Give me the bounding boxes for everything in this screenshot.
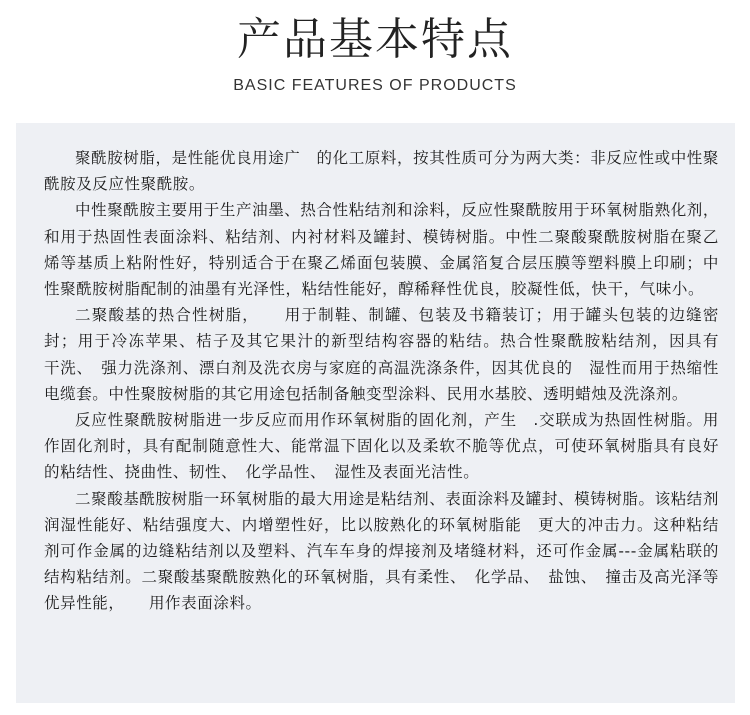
paragraph-heat-seal-resin: 二聚酸基的热合性树脂， 用于制鞋、制罐、包装及书籍装订；用于罐头包装的边缝密封；用于冷冻苹果、桔子及其它果汁的新型结构容器的粘结。热合性聚酰胺粘结剂，因具有 干洗、 强力洗涤剂、漂白剂及洗衣房与家庭的高温洗涤条件，因其优良的 湿性而用于热缩性电缆套。中性聚胺树脂的其它用途包括制备触变型涂料、民用水基胶、透明蜡烛及洗涤剂。	[44, 306, 736, 403]
content-panel	[16, 123, 735, 703]
page-subtitle: BASIC FEATURES OF PRODUCTS	[233, 77, 517, 94]
page-title: 产品基本特点	[237, 14, 513, 65]
paragraph-overview: 聚酰胺树脂，是性能优良用途广 的化工原料，按其性质可分为两大类：非反应性或中性聚酰胺及反应性聚酰胺。	[44, 149, 720, 194]
paragraph-neutral-polyamide: 中性聚酰胺主要用于生产油墨、热合性粘结剂和涂料，反应性聚酰胺用于环氧树脂熟化剂，和用于热固性表面涂料、粘结剂、内衬材料及罐封、模铸树脂。中性二聚酸聚酰胺树脂在聚乙烯等基质上粘附性好，特别适合于在聚乙烯面包装膜、金属箔复合层压膜等塑料膜上印刷；中性聚酰胺树脂配制的油墨有光泽性，粘结性能好，醇稀释性优良，胶凝性低，快干，气味小。	[44, 201, 720, 299]
paragraph-epoxy-uses: 二聚酸基酰胺树脂一环氧树脂的最大用途是粘结剂、表面涂料及罐封、模铸树脂。该粘结剂润湿性能好、粘结强度大、内增塑性好，比以胺熟化的环氧树脂能 更大的冲击力。这种粘结剂可作金属的边缝粘结剂以及塑料、汽车车身的焊接剂及堵缝材料，还可作金属---金属粘联的结构粘结剂。二聚酸基聚酰胺熟化的环氧树脂，具有柔性、 化学品、 盐蚀、 撞击及高光泽等优异性能， 用作表面涂料。	[44, 489, 720, 613]
paragraph-reactive-polyamide: 反应性聚酰胺树脂进一步反应而用作环氧树脂的固化剂，产生 .交联成为热固性树脂。用作固化剂时，具有配制随意性大、能常温下固化以及柔软不脆等优点，可使环氧树脂具有良好的粘结性、挠曲性、韧性、 化学品性、 湿性及表面光洁性。	[44, 411, 719, 482]
